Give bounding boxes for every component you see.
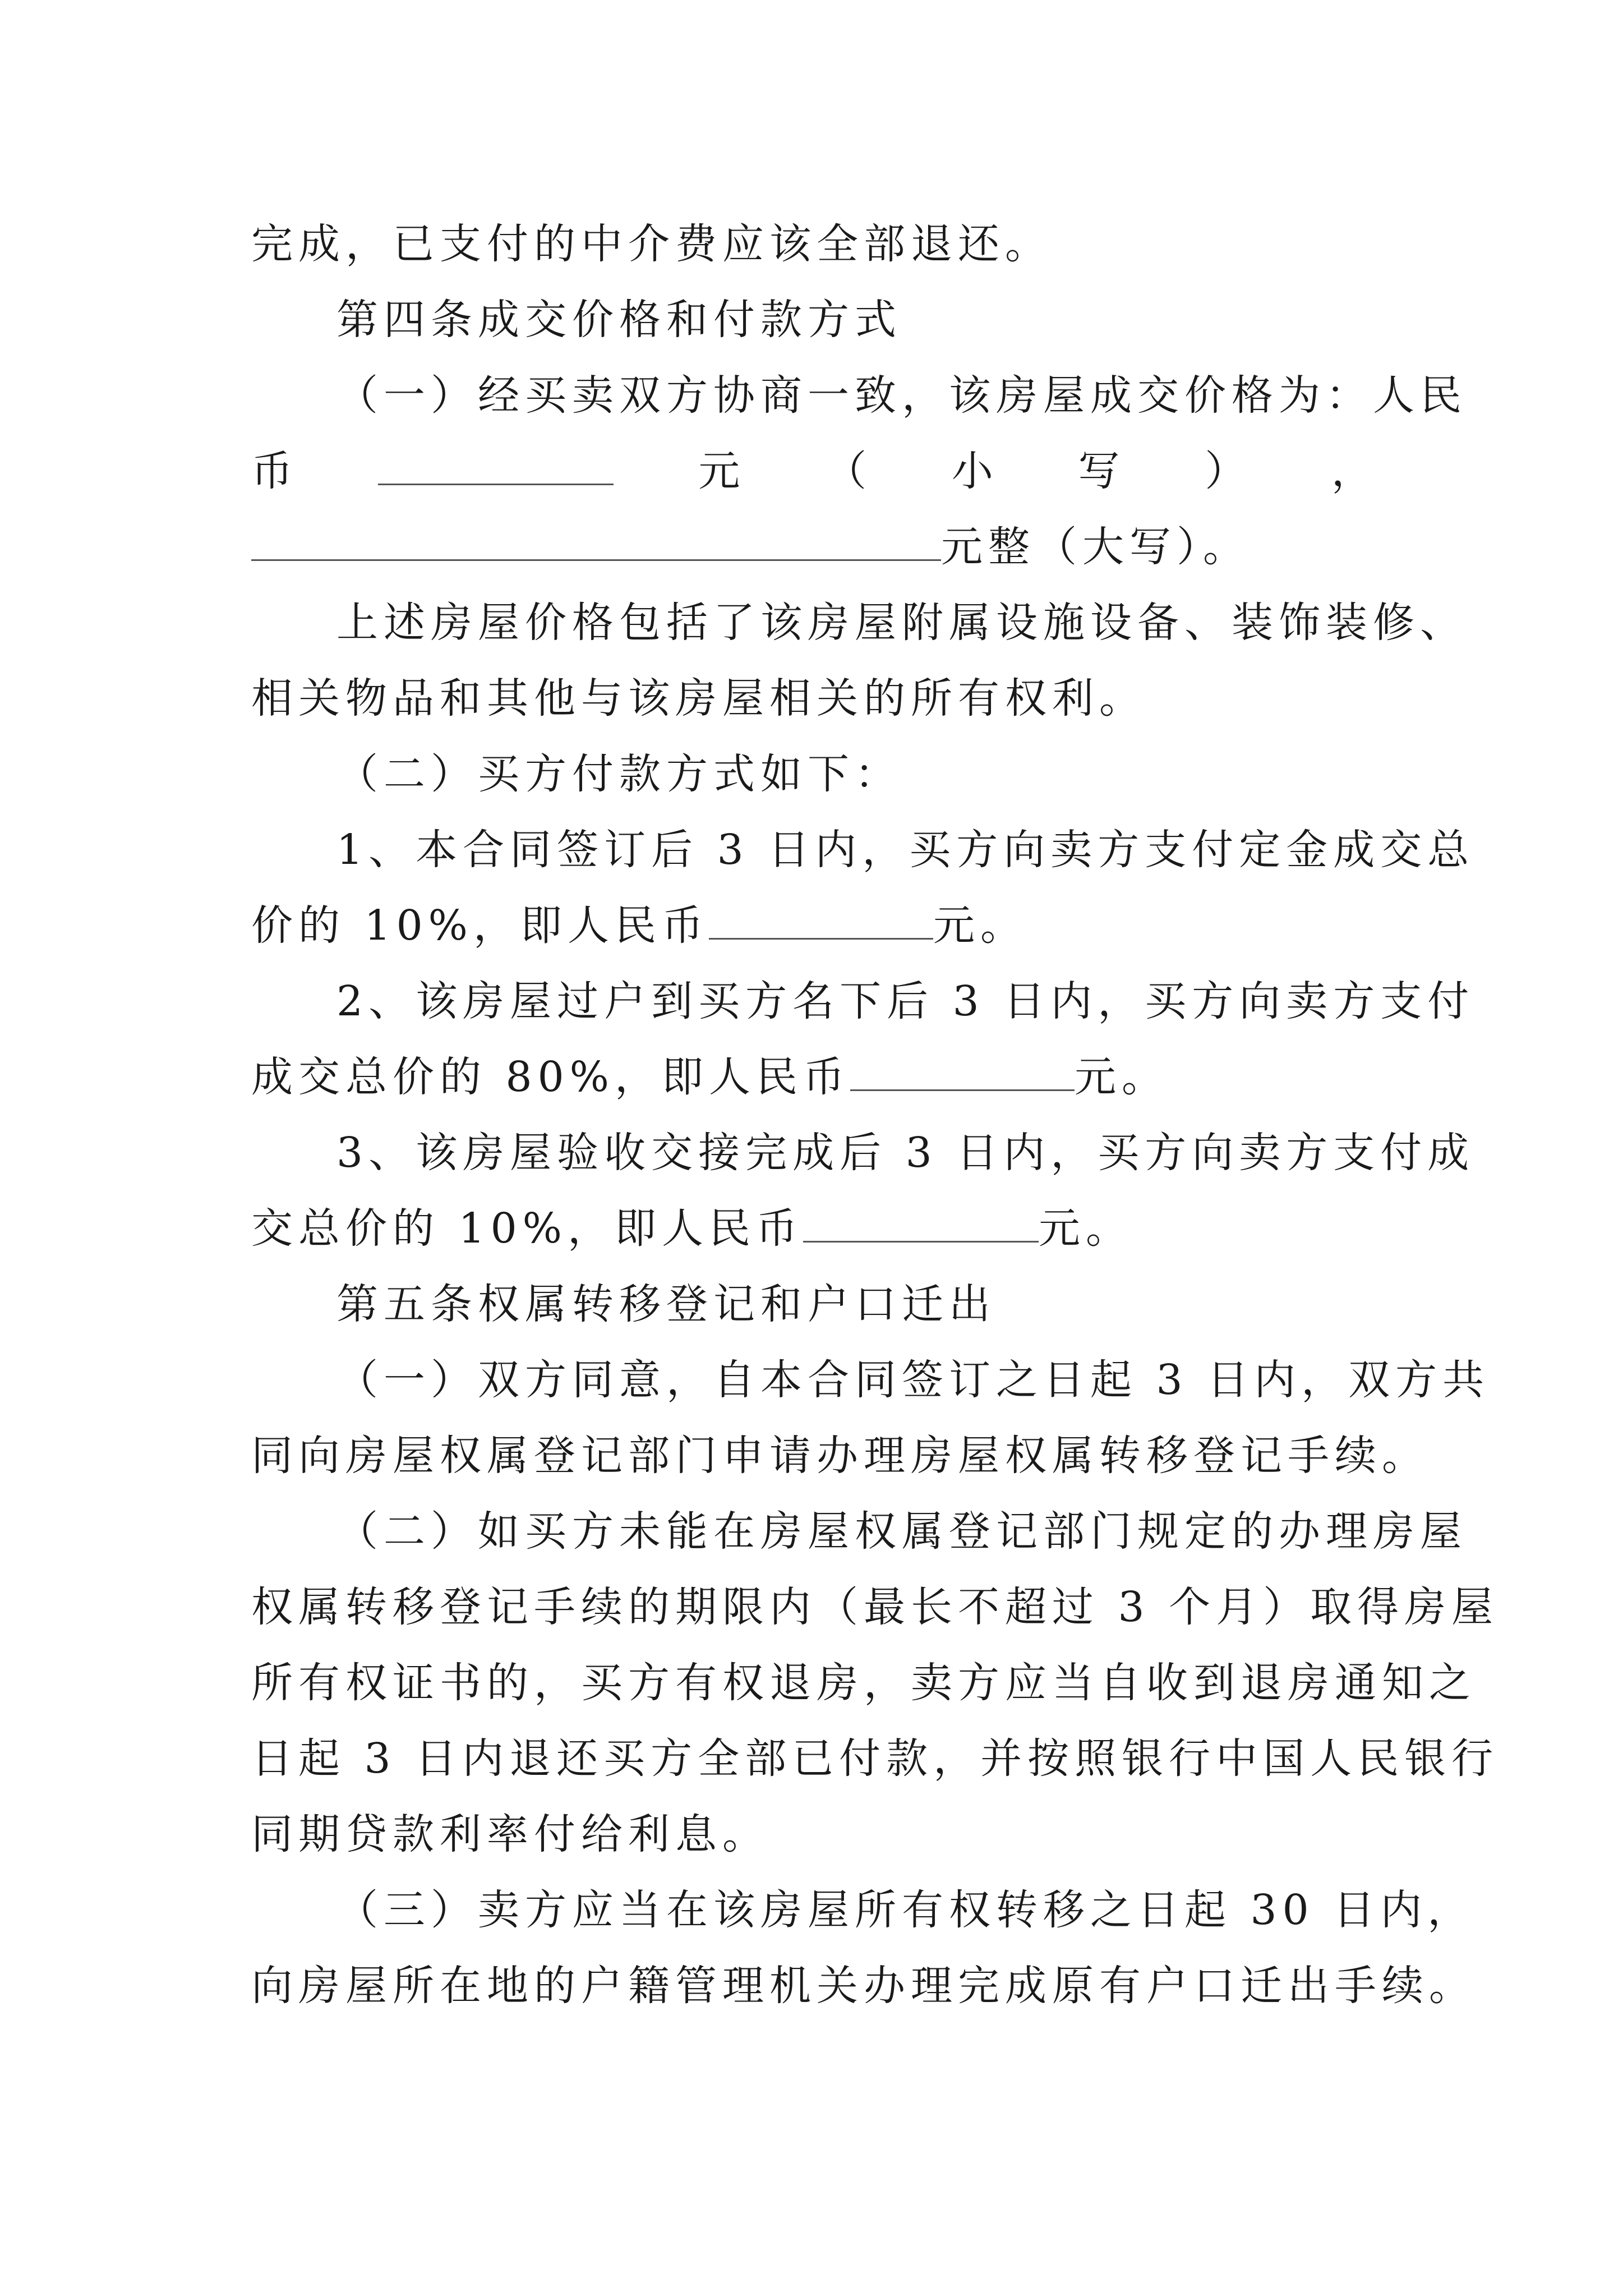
- text-segment: 币: [251, 447, 293, 495]
- paragraph-line: 3、该房屋验收交接完成后 3 日内，买方向卖方支付成: [336, 1129, 1475, 1177]
- section-heading-article-5: 第五条权属转移登记和户口迁出: [336, 1280, 996, 1328]
- paragraph-line: 日起 3 日内退还买方全部已付款，并按照银行中国人民银行: [251, 1734, 1499, 1783]
- text-segment: 元。: [1039, 1204, 1133, 1253]
- text-segment: ，: [1331, 447, 1373, 495]
- price-large-write-line: [251, 516, 1250, 578]
- payment-line-2: [251, 1046, 1169, 1108]
- text-segment: ）: [1205, 447, 1247, 495]
- price-blank-small: [378, 447, 614, 485]
- paragraph-line: （一）双方同意，自本合同签订之日起 3 日内，双方共: [336, 1356, 1490, 1404]
- payment-line-1: [251, 895, 1027, 956]
- paragraph-line: 同期贷款利率付给利息。: [251, 1810, 769, 1858]
- price-blank-large: [251, 522, 941, 561]
- text-segment: 元整（大写）。: [941, 523, 1250, 571]
- paragraph-line: 相关物品和其他与该房屋相关的所有权利。: [251, 674, 1146, 723]
- paragraph-line: 2、该房屋过户到买方名下后 3 日内，买方向卖方支付: [336, 977, 1475, 1025]
- section-heading-article-4: 第四条成交价格和付款方式: [336, 296, 902, 344]
- amount-blank: [803, 1204, 1039, 1243]
- paragraph-line: 上述房屋价格包括了该房屋附属设施设备、装饰装修、: [336, 599, 1467, 647]
- text-segment: 成交总价的 80%，即人民币: [251, 1053, 850, 1101]
- text-segment: 写: [1078, 447, 1120, 495]
- text-segment: 小: [951, 447, 993, 495]
- amount-blank: [850, 1052, 1075, 1091]
- payment-line-3: [251, 1198, 1133, 1259]
- text-segment: 价的 10%，即人民币: [251, 901, 709, 950]
- text-segment: 元: [698, 447, 740, 495]
- paragraph-line: 权属转移登记手续的期限内（最长不超过 3 个月）取得房屋: [251, 1583, 1499, 1631]
- text-segment: （: [825, 447, 867, 495]
- paragraph-line: 向房屋所在地的户籍管理机关办理完成原有户口迁出手续。: [251, 1962, 1476, 2010]
- amount-blank: [709, 901, 933, 940]
- text-segment: 元。: [1075, 1053, 1169, 1101]
- paragraph-line: 完成，已支付的中介费应该全部退还。: [251, 220, 1052, 268]
- price-small-write-line: [251, 440, 1373, 502]
- paragraph-line: 所有权证书的，买方有权退房，卖方应当自收到退房通知之: [251, 1659, 1476, 1707]
- text-segment: 交总价的 10%，即人民币: [251, 1204, 803, 1253]
- text-segment: 元。: [933, 901, 1027, 950]
- paragraph-line: （二）如买方未能在房屋权属登记部门规定的办理房屋: [336, 1507, 1467, 1556]
- paragraph-line: （二）买方付款方式如下：: [336, 750, 902, 798]
- paragraph-line: 同向房屋权属登记部门申请办理房屋权属转移登记手续。: [251, 1432, 1429, 1480]
- paragraph-line: （三）卖方应当在该房屋所有权转移之日起 30 日内，: [336, 1886, 1475, 1934]
- paragraph-line: 1、本合同签订后 3 日内，买方向卖方支付定金成交总: [336, 826, 1475, 874]
- paragraph-line: （一）经买卖双方协商一致，该房屋成交价格为：人民: [336, 371, 1467, 420]
